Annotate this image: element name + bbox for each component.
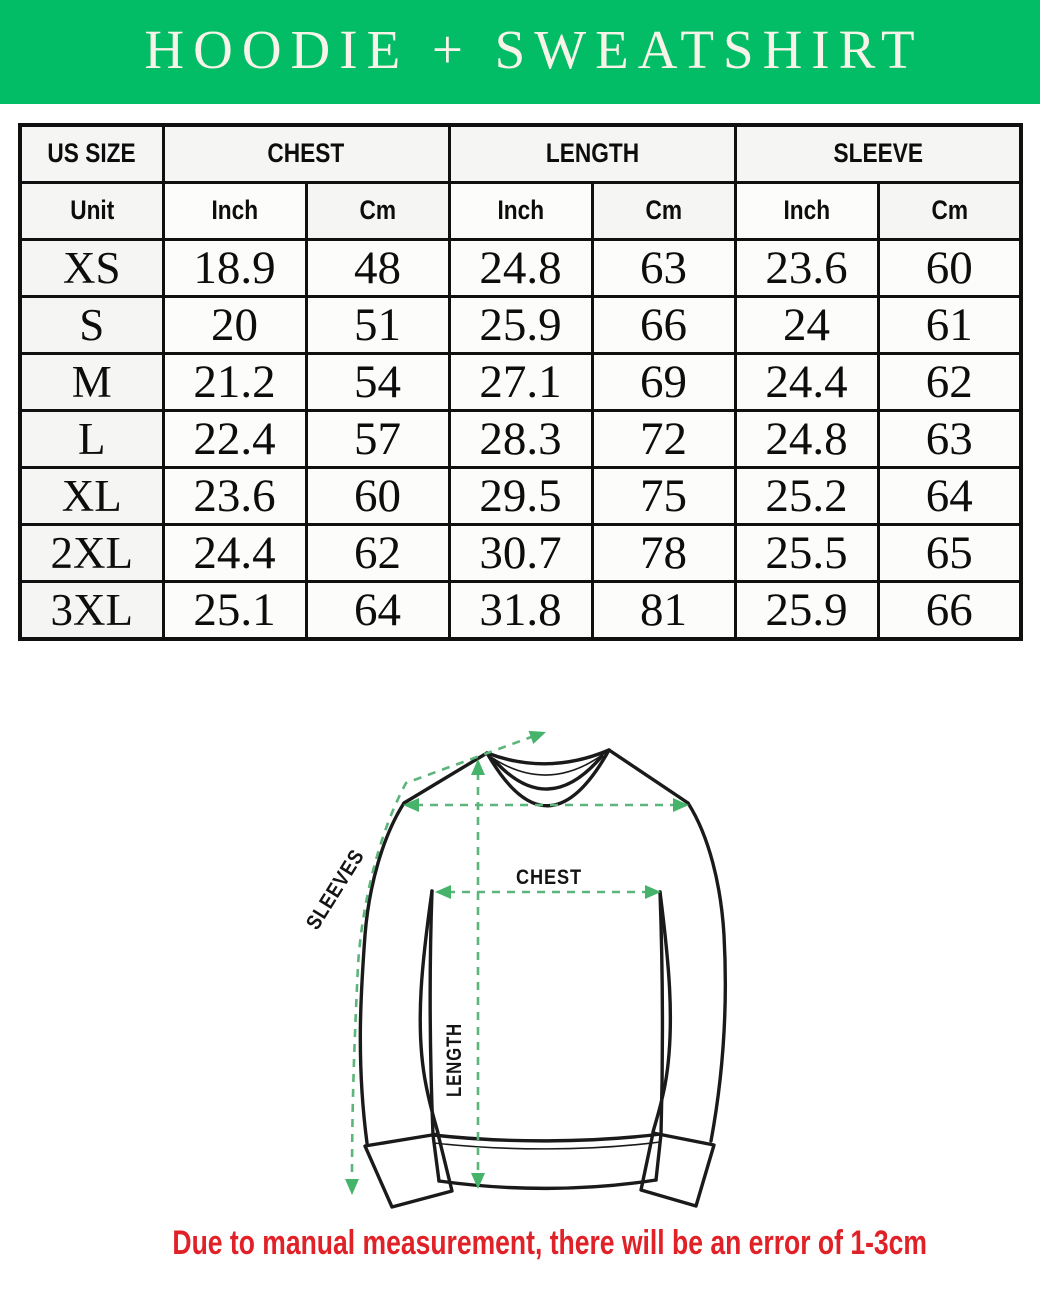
length-cm-header: Cm — [592, 182, 735, 239]
size-row-2xl — [20, 524, 1021, 581]
chest-cm-cell: 60 — [306, 467, 449, 524]
sleeve-inch-cell: 24.8 — [735, 410, 878, 467]
length-inch-cell: 25.9 — [449, 296, 592, 353]
chest-cm-cell: 51 — [306, 296, 449, 353]
chest-inch-cell: 22.4 — [163, 410, 306, 467]
chest-measure-label: CHEST — [516, 866, 582, 889]
size-row-xl — [20, 467, 1021, 524]
chest-inch-cell: 24.4 — [163, 524, 306, 581]
sleeve-inch-cell: 25.2 — [735, 467, 878, 524]
sleeve-cm-header: Cm — [878, 182, 1021, 239]
chest-cm-cell: 48 — [306, 239, 449, 296]
size-row-l — [20, 410, 1021, 467]
sleeve-cm-cell: 63 — [878, 410, 1021, 467]
arrow-left-icon — [435, 885, 451, 899]
size-cell: S — [20, 296, 163, 353]
size-cell: L — [20, 410, 163, 467]
sleeve-cm-cell: 65 — [878, 524, 1021, 581]
length-cm-cell: 66 — [592, 296, 735, 353]
size-cell: 2XL — [20, 524, 163, 581]
size-row-m — [20, 353, 1021, 410]
sleeve-inch-cell: 25.5 — [735, 524, 878, 581]
measurement-disclaimer — [30, 1224, 1040, 1263]
length-cm-cell: 81 — [592, 581, 735, 639]
page-title: HOODIE + SWEATSHIRT — [144, 19, 924, 80]
size-row-xs — [20, 239, 1021, 296]
length-inch-cell: 24.8 — [449, 239, 592, 296]
sleeve-inch-cell: 25.9 — [735, 581, 878, 639]
length-inch-cell: 27.1 — [449, 353, 592, 410]
unit-header-row — [20, 182, 1021, 239]
chest-inch-cell: 25.1 — [163, 581, 306, 639]
sleeve-cm-cell: 62 — [878, 353, 1021, 410]
chest-cm-cell: 54 — [306, 353, 449, 410]
sleeve-measure-line — [352, 736, 534, 1180]
length-cm-cell: 75 — [592, 467, 735, 524]
chest-cm-cell: 64 — [306, 581, 449, 639]
chest-inch-cell: 21.2 — [163, 353, 306, 410]
size-chart-table — [18, 123, 1023, 641]
length-inch-cell: 31.8 — [449, 581, 592, 639]
chest-inch-cell: 20 — [163, 296, 306, 353]
measure-arrows — [345, 725, 689, 1195]
chest-inch-header: Inch — [163, 182, 306, 239]
group-header-row — [20, 125, 1021, 182]
length-inch-cell: 29.5 — [449, 467, 592, 524]
sweatshirt-measure-diagram — [285, 698, 775, 1218]
col-header-sleeve: SLEEVE — [735, 125, 1021, 182]
sleeve-inch-header: Inch — [735, 182, 878, 239]
size-cell: M — [20, 353, 163, 410]
disclaimer-text: Due to manual measurement, there will be an error of 1-3cm — [172, 1224, 928, 1262]
chest-inch-cell: 23.6 — [163, 467, 306, 524]
sleeves-measure-label: SLEEVES — [301, 833, 377, 934]
sleeve-cm-cell: 60 — [878, 239, 1021, 296]
size-row-s — [20, 296, 1021, 353]
chest-cm-header: Cm — [306, 182, 449, 239]
length-cm-cell: 78 — [592, 524, 735, 581]
measure-lines — [352, 736, 678, 1180]
arrow-down-icon — [345, 1179, 359, 1195]
banner — [0, 0, 1040, 104]
length-inch-cell: 30.7 — [449, 524, 592, 581]
sleeve-cm-cell: 61 — [878, 296, 1021, 353]
sleeve-cm-cell: 66 — [878, 581, 1021, 639]
length-measure-label: LENGTH — [443, 1004, 466, 1097]
sleeve-inch-cell: 24 — [735, 296, 878, 353]
chest-cm-cell: 62 — [306, 524, 449, 581]
arrow-up-right-icon — [529, 725, 549, 744]
col-header-length: LENGTH — [449, 125, 735, 182]
unit-header: Unit — [20, 182, 163, 239]
chest-inch-cell: 18.9 — [163, 239, 306, 296]
length-cm-cell: 72 — [592, 410, 735, 467]
length-inch-cell: 28.3 — [449, 410, 592, 467]
length-cm-cell: 63 — [592, 239, 735, 296]
sleeve-inch-cell: 24.4 — [735, 353, 878, 410]
size-cell: 3XL — [20, 581, 163, 639]
sleeve-cm-cell: 64 — [878, 467, 1021, 524]
size-cell: XS — [20, 239, 163, 296]
size-cell: XL — [20, 467, 163, 524]
length-inch-header: Inch — [449, 182, 592, 239]
length-cm-cell: 69 — [592, 353, 735, 410]
sweatshirt-outline — [360, 750, 725, 1207]
col-header-us-size: US SIZE — [20, 125, 163, 182]
sleeve-inch-cell: 23.6 — [735, 239, 878, 296]
col-header-chest: CHEST — [163, 125, 449, 182]
chest-cm-cell: 57 — [306, 410, 449, 467]
size-row-3xl — [20, 581, 1021, 639]
